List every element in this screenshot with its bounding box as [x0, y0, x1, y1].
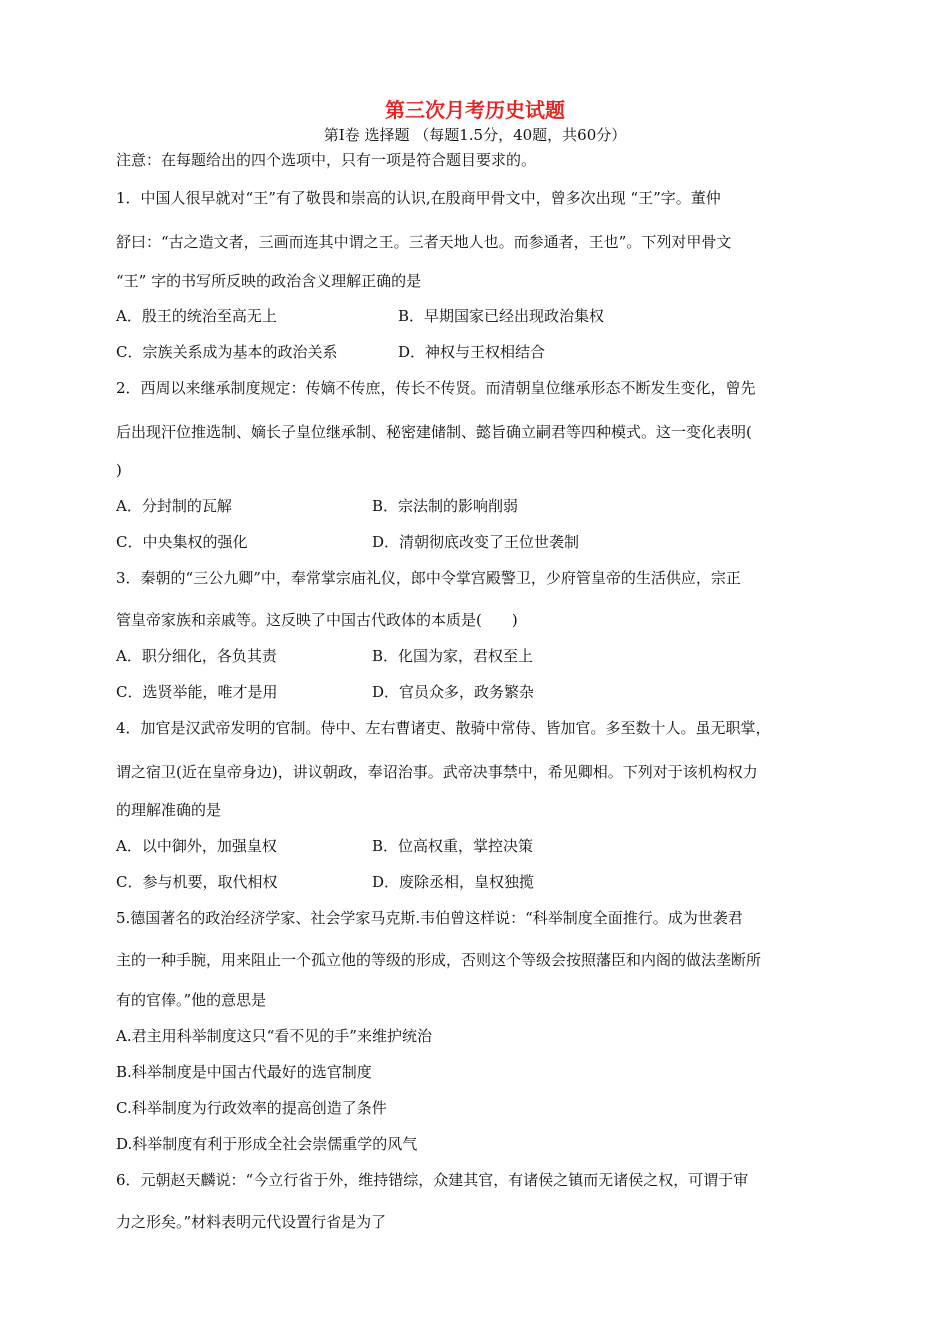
- notice-text: 注意：在每题给出的四个选项中，只有一项是符合题目要求的。: [116, 151, 537, 169]
- q2-option-c: C．中央集权的强化: [116, 533, 248, 551]
- q2-stem-line: ): [116, 461, 122, 479]
- exam-title: 第三次月考历史试题: [385, 98, 565, 122]
- q2-stem-line: 后出现汗位推选制、嫡长子皇位继承制、秘密建储制、懿旨确立嗣君等四种模式。这一变化表明(: [116, 423, 752, 441]
- q1-option-c: C．宗族关系成为基本的政治关系: [116, 343, 338, 361]
- q2-option-d: D．清朝彻底改变了王位世袭制: [372, 533, 580, 551]
- q2-option-a: A．分封制的瓦解: [116, 497, 232, 515]
- q4-option-a: A．以中御外，加强皇权: [116, 837, 277, 855]
- q1-option-d: D．神权与王权相结合: [398, 343, 546, 361]
- q4-stem-line: 谓之宿卫(近在皇帝身边)，讲议朝政，奉诏治事。武帝决事禁中，希见卿相。下列对于该机构权力: [116, 763, 758, 781]
- q5-option-d: D.科举制度有利于形成全社会崇儒重学的风气: [116, 1135, 418, 1153]
- q1-stem-line: “王” 字的书写所反映的政治含义理解正确的是: [116, 272, 422, 290]
- q1-option-b: B．早期国家已经出现政治集权: [398, 307, 605, 325]
- q4-stem-line: 4．加官是汉武帝发明的官制。侍中、左右曹诸吏、散骑中常侍、皆加官。多至数十人。虽无职掌，: [116, 719, 771, 737]
- q5-option-c: C.科举制度为行政效率的提高创造了条件: [116, 1099, 387, 1117]
- q5-stem-line: 5.德国著名的政治经济学家、社会学家马克斯.韦伯曾这样说：“科举制度全面推行。成为世袭君: [116, 909, 743, 927]
- q5-stem-line: 主的一种手腕，用来阻止一个孤立他的等级的形成，否则这个等级会按照藩臣和内阁的做法垄断所: [116, 951, 762, 969]
- q4-stem-line: 的理解准确的是: [116, 801, 222, 819]
- q6-stem-line: 力之形矣。”材料表明元代设置行省是为了: [116, 1213, 387, 1231]
- q4-option-c: C．参与机要，取代相权: [116, 873, 278, 891]
- q3-stem-line: 3．秦朝的“三公九卿”中，奉常掌宗庙礼仪，郎中令掌宫殿警卫，少府管皇帝的生活供应，宗正: [116, 569, 741, 587]
- q1-option-a: A．殷王的统治至高无上: [116, 307, 277, 325]
- q3-option-d: D．官员众多，政务繁杂: [372, 683, 535, 701]
- q3-stem-line: 管皇帝家族和亲戚等。这反映了中国古代政体的本质是( ): [116, 611, 518, 629]
- q1-stem-line: 1．中国人很早就对“王”有了敬畏和崇高的认识,在殷商甲骨文中，曾多次出现 “王”字。董仲: [116, 189, 721, 207]
- q3-option-b: B．化国为家，君权至上: [372, 647, 534, 665]
- q3-option-c: C．选贤举能，唯才是用: [116, 683, 278, 701]
- q5-option-a: A.君主用科举制度这只“看不见的手”来维护统治: [116, 1027, 432, 1045]
- section-subtitle: 第Ⅰ卷 选择题 （每题1.5分，40题，共60分）: [323, 126, 627, 144]
- q2-stem-line: 2．西周以来继承制度规定：传嫡不传庶，传长不传贤。而清朝皇位继承形态不断发生变化，曾先: [116, 379, 756, 397]
- q4-option-d: D．废除丞相，皇权独揽: [372, 873, 535, 891]
- q1-stem-line: 舒曰：“古之造文者，三画而连其中谓之王。三者天地人也。而参通者，王也”。下列对甲骨文: [116, 233, 732, 251]
- q3-option-a: A．职分细化，各负其责: [116, 647, 277, 665]
- q6-stem-line: 6．元朝赵天麟说：“今立行省于外，维持错综，众建其官，有诸侯之镇而无诸侯之权，可谓于审: [116, 1171, 749, 1189]
- q4-option-b: B．位高权重，掌控决策: [372, 837, 534, 855]
- q5-stem-line: 有的官俸。”他的意思是: [116, 991, 267, 1009]
- q2-option-b: B．宗法制的影响削弱: [372, 497, 519, 515]
- q5-option-b: B.科举制度是中国古代最好的选官制度: [116, 1063, 372, 1081]
